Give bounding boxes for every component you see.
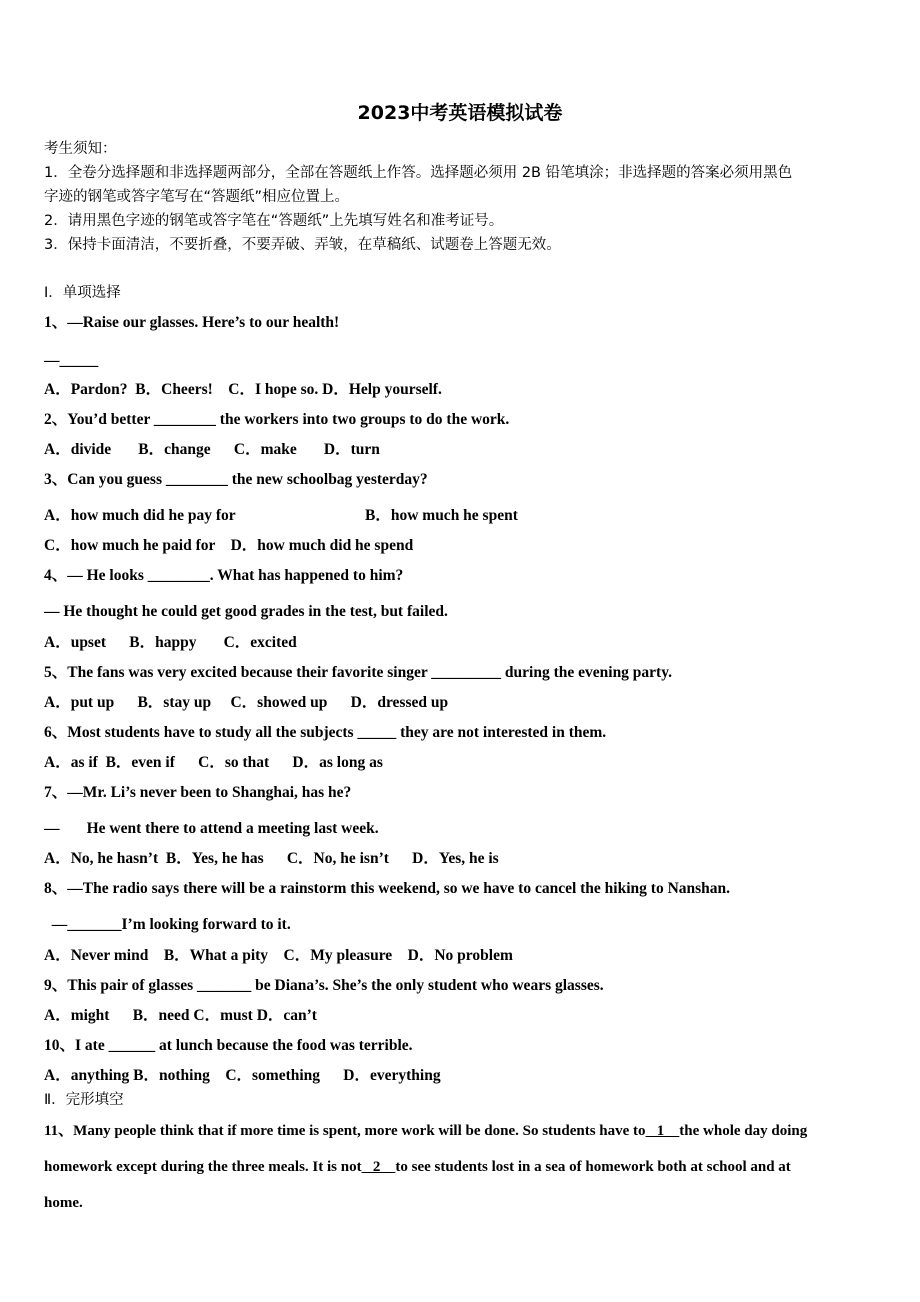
question-9-options: A．might B．need C．must D．can’t [44, 1007, 317, 1024]
question-3-option-a: A．how much did he pay for [44, 507, 236, 524]
passage-line-3: home. [44, 1195, 83, 1211]
notice-heading: 考生须知： [44, 141, 117, 157]
question-3-stem: 3、Can you guess ________ the new schoolbag yesterday? [44, 471, 428, 488]
page-title: 2023中考英语模拟试卷 [357, 102, 563, 124]
question-1-reply: —_____ [44, 352, 99, 369]
blank-2: 2 [361, 1159, 396, 1175]
section-1-heading: Ⅰ．单项选择 [44, 285, 121, 301]
question-7-reply: — He went there to attend a meeting last week. [44, 820, 379, 837]
passage-line-2 [44, 1157, 791, 1177]
question-3-option-b: B．how much he spent [365, 507, 518, 524]
notice-item-1-cont: 字迹的钢笔或答字笔写在“答题纸”相应位置上。 [44, 189, 350, 205]
question-6-options: A．as if B．even if C．so that D．as long as [44, 754, 383, 771]
question-7-options: A．No, he hasn’t B．Yes, he has C．No, he isn’t D．Yes, he is [44, 850, 499, 867]
question-8-options: A．Never mind B．What a pity C．My pleasure D．No problem [44, 947, 513, 964]
notice-item-1: 1．全卷分选择题和非选择题两部分，全部在答题纸上作答。选择题必须用 2B 铅笔填涂；非选择题的答案必须用黑色 [44, 165, 793, 181]
passage-text: 11、Many people think that if more time is spent, more work will be done. So students have to [44, 1123, 646, 1139]
passage-line-1 [44, 1121, 807, 1141]
question-2-stem: 2、You’d better ________ the workers into two groups to do the work. [44, 411, 510, 428]
question-5-options: A．put up B．stay up C．showed up D．dressed up [44, 694, 449, 711]
blank-1: 1 [645, 1123, 680, 1139]
question-4-options: A．upset B．happy C．excited [44, 634, 297, 651]
question-1-stem: 1、—Raise our glasses. Here’s to our health! [44, 314, 340, 331]
notice-item-3: 3．保持卡面清洁，不要折叠，不要弄破、弄皱，在草稿纸、试题卷上答题无效。 [44, 237, 561, 253]
question-7-stem: 7、—Mr. Li’s never been to Shanghai, has he? [44, 784, 352, 801]
question-4-stem: 4、— He looks ________. What has happened to him? [44, 567, 404, 584]
passage-text: homework except during the three meals. It is not [44, 1159, 362, 1175]
question-5-stem: 5、The fans was very excited because their favorite singer _________ during the evening party. [44, 664, 672, 681]
question-3-options-cd: C．how much he paid for D．how much did he spend [44, 537, 414, 554]
question-4-reply: — He thought he could get good grades in the test, but failed. [44, 603, 448, 620]
question-8-reply: —_______I’m looking forward to it. [44, 916, 291, 933]
question-1-options: A．Pardon? B．Cheers! C．I hope so. D．Help yourself. [44, 381, 442, 398]
question-10-options: A．anything B．nothing C．something D．everything [44, 1067, 441, 1084]
passage-text: the whole day doing [679, 1123, 808, 1139]
notice-item-2: 2．请用黑色字迹的钢笔或答字笔在“答题纸”上先填写姓名和准考证号。 [44, 213, 504, 229]
question-6-stem: 6、Most students have to study all the subjects _____ they are not interested in them. [44, 724, 607, 741]
section-2-heading: Ⅱ．完形填空 [44, 1092, 124, 1108]
question-10-stem: 10、I ate ______ at lunch because the food was terrible. [44, 1037, 413, 1054]
question-8-stem: 8、—The radio says there will be a rainstorm this weekend, so we have to cancel the hiking to Nanshan. [44, 880, 731, 897]
passage-text: to see students lost in a sea of homework both at school and at [395, 1159, 791, 1175]
question-2-options: A．divide B．change C．make D．turn [44, 441, 380, 458]
question-9-stem: 9、This pair of glasses _______ be Diana’s. She’s the only student who wears glasses. [44, 977, 604, 994]
